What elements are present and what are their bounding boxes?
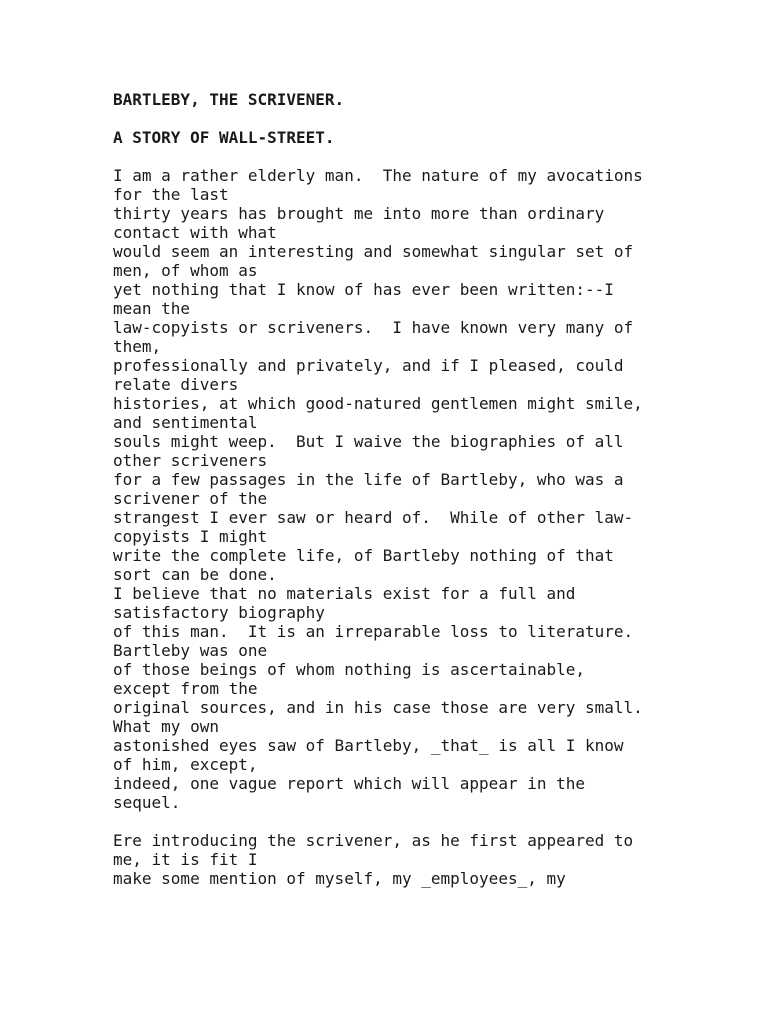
text-line: law-copyists or scriveners. I have known very many of [113,318,634,337]
text-line: I am a rather elderly man. The nature of my avocations [113,166,643,185]
spacer [113,812,673,831]
text-line: scrivener of the [113,489,268,508]
text-line: mean the [113,299,191,318]
text-line: histories, at which good-natured gentlemen might smile, [113,394,643,413]
text-line: me, it is fit I [113,850,258,869]
text-line: indeed, one vague report which will appear in the [113,774,586,793]
text-line: satisfactory biography [113,603,325,622]
text-line: strangest I ever saw or heard of. While of other law- [113,508,634,527]
document-body [113,90,673,888]
document-subtitle: A STORY OF WALL-STREET. [113,128,335,147]
text-line: other scriveners [113,451,268,470]
text-line: of him, except, [113,755,258,774]
spacer [113,147,673,166]
text-line: Ere introducing the scrivener, as he first appeared to [113,831,634,850]
text-line: Bartleby was one [113,641,268,660]
text-line: and sentimental [113,413,258,432]
text-line: write the complete life, of Bartleby nothing of that [113,546,614,565]
text-line: contact with what [113,223,277,242]
text-line: relate divers [113,375,239,394]
document-title: BARTLEBY, THE SCRIVENER. [113,90,345,109]
text-line: for a few passages in the life of Bartleby, who was a [113,470,624,489]
text-line: men, of whom as [113,261,258,280]
text-line: copyists I might [113,527,268,546]
paragraph-1 [113,166,673,812]
text-line: astonished eyes saw of Bartleby, _that_ is all I know [113,736,624,755]
text-line: sort can be done. [113,565,277,584]
text-line: would seem an interesting and somewhat singular set of [113,242,634,261]
text-line: yet nothing that I know of has ever been written:--I [113,280,614,299]
text-line: of those beings of whom nothing is ascertainable, [113,660,586,679]
text-line: What my own [113,717,219,736]
text-line: make some mention of myself, my _employees_, my [113,869,566,888]
text-line: I believe that no materials exist for a full and [113,584,576,603]
text-line: except from the [113,679,258,698]
text-line: professionally and privately, and if I pleased, could [113,356,624,375]
text-line: them, [113,337,162,356]
text-line: for the last [113,185,229,204]
paragraph-2 [113,831,673,888]
text-line: thirty years has brought me into more than ordinary [113,204,605,223]
text-line: souls might weep. But I waive the biographies of all [113,432,624,451]
text-line: of this man. It is an irreparable loss to literature. [113,622,634,641]
spacer [113,109,673,128]
text-line: original sources, and in his case those are very small. [113,698,643,717]
text-line: sequel. [113,793,181,812]
